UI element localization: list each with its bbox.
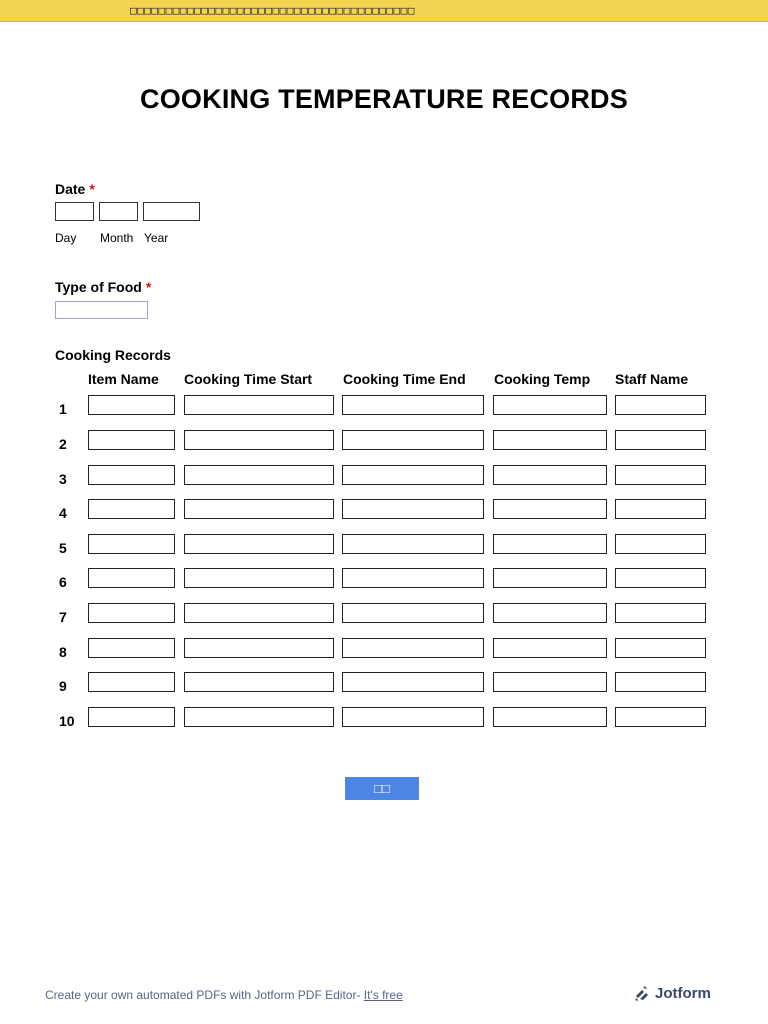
record-cell-input[interactable] <box>615 430 706 450</box>
column-header: Cooking Time Start <box>184 371 313 387</box>
row-number: 6 <box>59 574 67 590</box>
submit-button[interactable]: □□ <box>345 777 419 800</box>
record-cell-input[interactable] <box>88 672 175 692</box>
required-mark: * <box>145 279 152 295</box>
record-cell-input[interactable] <box>88 568 175 588</box>
row-number: 8 <box>59 644 67 660</box>
row-number: 9 <box>59 678 67 694</box>
date-year-input[interactable] <box>143 202 200 221</box>
food-type-input[interactable] <box>55 301 148 319</box>
month-sublabel: Month <box>100 231 134 245</box>
record-cell-input[interactable] <box>342 672 484 692</box>
records-label: Cooking Records <box>55 347 171 363</box>
date-label <box>55 181 95 197</box>
record-cell-input[interactable] <box>493 707 607 727</box>
record-cell-input[interactable] <box>184 534 334 554</box>
record-cell-input[interactable] <box>493 603 607 623</box>
record-cell-input[interactable] <box>342 465 484 485</box>
record-cell-input[interactable] <box>184 672 334 692</box>
row-number: 1 <box>59 401 67 417</box>
row-number: 3 <box>59 471 67 487</box>
record-cell-input[interactable] <box>615 568 706 588</box>
record-cell-input[interactable] <box>342 707 484 727</box>
record-cell-input[interactable] <box>615 707 706 727</box>
food-label <box>55 279 151 295</box>
date-month-input[interactable] <box>99 202 138 221</box>
food-label-text: Type of Food <box>55 279 142 295</box>
column-header: Item Name <box>88 371 159 387</box>
row-number: 4 <box>59 505 67 521</box>
record-cell-input[interactable] <box>88 534 175 554</box>
brand-name: Jotform <box>655 985 711 1002</box>
record-cell-input[interactable] <box>615 465 706 485</box>
record-cell-input[interactable] <box>184 707 334 727</box>
column-header: Cooking Temp <box>494 371 591 387</box>
record-cell-input[interactable] <box>88 499 175 519</box>
row-number: 5 <box>59 540 67 556</box>
record-cell-input[interactable] <box>615 672 706 692</box>
banner-text: □□□□□□□□□□□□□□□□□□□□□□□□□□□□□□□□□□□□□□□□ <box>130 4 415 17</box>
jotform-logo-icon <box>634 986 650 1002</box>
record-cell-input[interactable] <box>615 534 706 554</box>
column-header: Cooking Time End <box>343 371 466 387</box>
record-cell-input[interactable] <box>342 430 484 450</box>
date-label-text: Date <box>55 181 86 197</box>
required-mark: * <box>89 181 95 197</box>
record-cell-input[interactable] <box>88 603 175 623</box>
record-cell-input[interactable] <box>184 395 334 415</box>
footer-link[interactable]: It's free <box>363 988 403 1002</box>
record-cell-input[interactable] <box>342 638 484 658</box>
record-cell-input[interactable] <box>493 568 607 588</box>
record-cell-input[interactable] <box>493 430 607 450</box>
record-cell-input[interactable] <box>88 638 175 658</box>
record-cell-input[interactable] <box>184 499 334 519</box>
record-cell-input[interactable] <box>184 638 334 658</box>
record-cell-input[interactable] <box>615 638 706 658</box>
record-cell-input[interactable] <box>342 395 484 415</box>
record-cell-input[interactable] <box>342 534 484 554</box>
record-cell-input[interactable] <box>88 465 175 485</box>
record-cell-input[interactable] <box>615 499 706 519</box>
record-cell-input[interactable] <box>493 499 607 519</box>
row-number: 10 <box>59 713 75 729</box>
page-title: COOKING TEMPERATURE RECORDS <box>140 84 628 114</box>
record-cell-input[interactable] <box>615 395 706 415</box>
record-cell-input[interactable] <box>184 603 334 623</box>
record-cell-input[interactable] <box>493 465 607 485</box>
record-cell-input[interactable] <box>342 568 484 588</box>
record-cell-input[interactable] <box>342 603 484 623</box>
record-cell-input[interactable] <box>88 707 175 727</box>
record-cell-input[interactable] <box>615 603 706 623</box>
record-cell-input[interactable] <box>184 465 334 485</box>
row-number: 2 <box>59 436 67 452</box>
record-cell-input[interactable] <box>342 499 484 519</box>
year-sublabel: Year <box>144 231 169 245</box>
date-day-input[interactable] <box>55 202 94 221</box>
footer-text <box>45 988 403 1002</box>
record-cell-input[interactable] <box>184 430 334 450</box>
column-header: Staff Name <box>615 371 689 387</box>
row-number: 7 <box>59 609 67 625</box>
record-cell-input[interactable] <box>88 430 175 450</box>
jotform-brand[interactable] <box>634 985 711 1002</box>
record-cell-input[interactable] <box>88 395 175 415</box>
footer-message: Create your own automated PDFs with Jotform PDF Editor- <box>45 988 364 1002</box>
record-cell-input[interactable] <box>493 534 607 554</box>
notice-banner <box>0 0 768 22</box>
record-cell-input[interactable] <box>493 672 607 692</box>
record-cell-input[interactable] <box>493 638 607 658</box>
record-cell-input[interactable] <box>493 395 607 415</box>
day-sublabel: Day <box>55 231 77 245</box>
record-cell-input[interactable] <box>184 568 334 588</box>
